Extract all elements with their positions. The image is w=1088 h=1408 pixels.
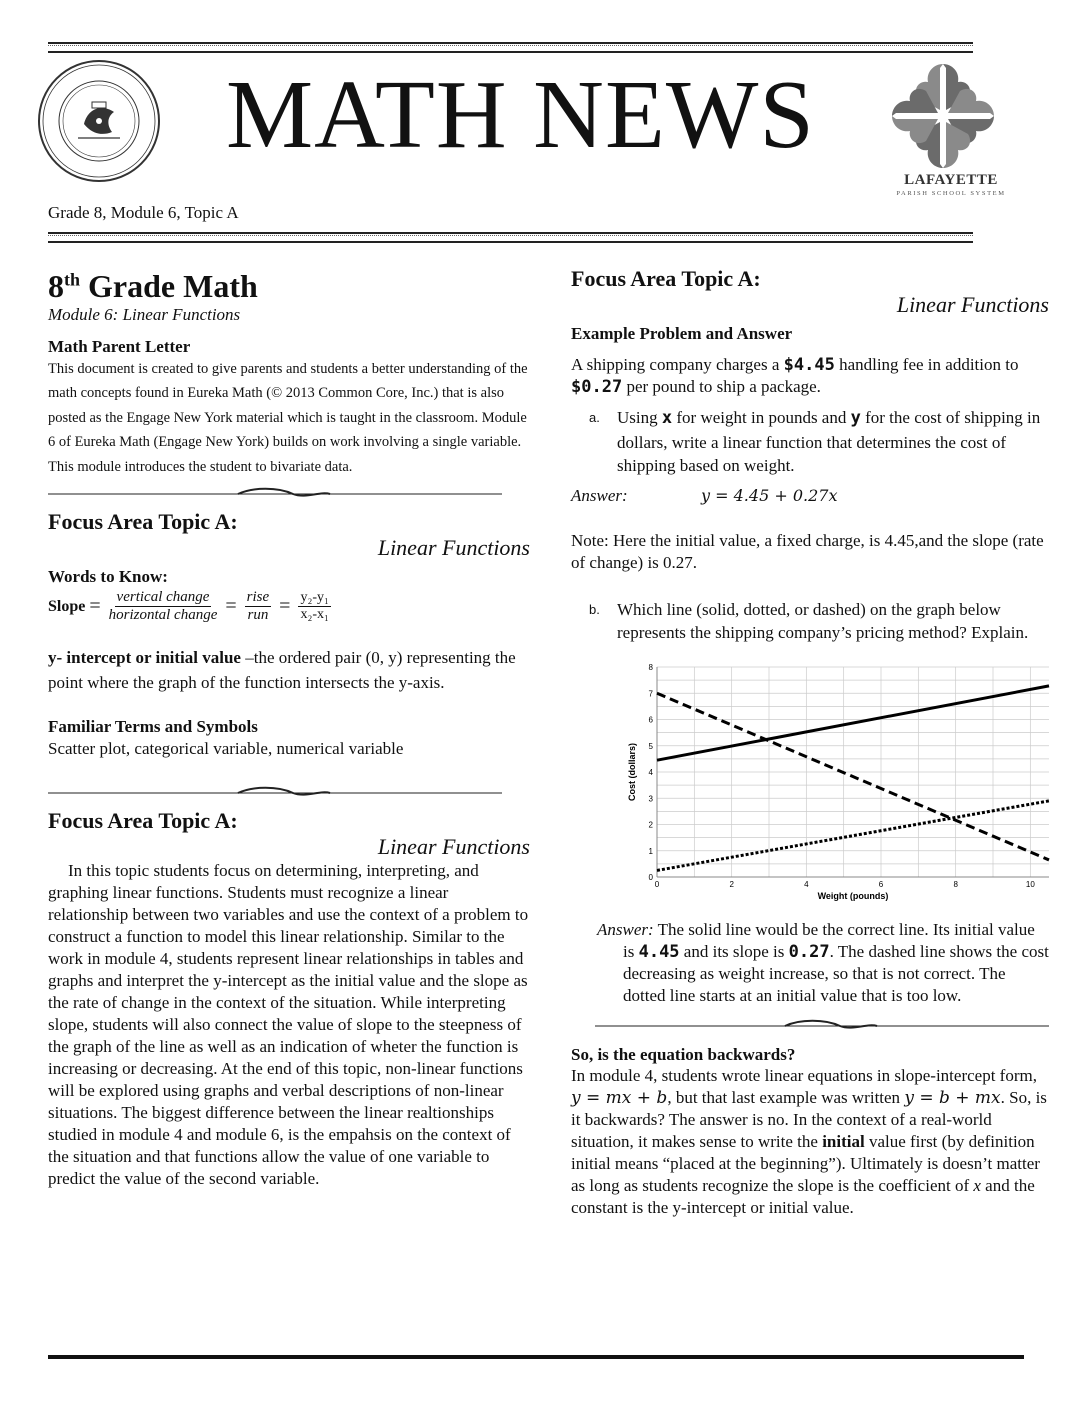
y-tick-label: 5	[648, 741, 653, 751]
example-problem: A shipping company charges a $4.45 handling fee in addition to $0.27 per pound to ship a package.	[571, 355, 1019, 397]
answer-b: Answer: The solid line would be the correct line. Its initial value is 4.45 and its slope is 0.27. The dashed line shows the cost decreasing as weight increase, so that is not correct. The dotted line starts at an initial value that is too low.	[597, 919, 1049, 1005]
y-tick-label: 1	[648, 846, 653, 856]
words-to-know-heading: Words to Know:	[48, 567, 168, 587]
logo-subtitle: PARISH SCHOOL SYSTEM	[896, 190, 1006, 197]
shipping-cost-chart	[615, 657, 1055, 913]
grade-module-topic: Grade 8, Module 6, Topic A	[48, 203, 239, 222]
module-name: Module 6: Linear Functions	[48, 304, 241, 324]
grade-heading: 8th Grade Math	[48, 268, 258, 304]
school-board-seal-icon	[36, 58, 162, 184]
backwards-heading: So, is the equation backwards?	[571, 1044, 796, 1064]
x-tick-label: 10	[1025, 879, 1035, 889]
note-text: Note: Here the initial value, a fixed charge, is 4.45,and the slope (rate of change) is 0.27.	[571, 530, 1044, 572]
logo-name: LAFAYETTE	[904, 172, 998, 188]
section-divider	[48, 784, 530, 802]
parent-letter-text: This document is created to give parents and students a better understanding of the math concepts found in Eureka Math (© 2013 Common Core, Inc.) that is also posted as the Engage New York material which is taught in the classroom. Module 6 of Eureka Math (Engage New York) builds on work involving a single variable. This module introduces the student to bivariate data.	[48, 360, 528, 475]
y-tick-label: 3	[648, 793, 653, 803]
bottom-rule	[48, 1355, 1024, 1359]
newsletter-title: MATH NEWS	[226, 61, 815, 169]
focus-area-subheading-1: Linear Functions	[377, 535, 530, 561]
y-intercept-definition: y- intercept or initial value –the ordered pair (0, y) representing the point where the graph of the function intersects the y-axis.	[48, 648, 516, 692]
lafayette-cross-logo-icon	[888, 60, 998, 172]
focus-area-heading-3: Focus Area Topic A:	[571, 266, 761, 291]
x-tick-label: 4	[804, 879, 809, 889]
slope-formula: Slope = $\frac{\text{vertical change}}{\text{horizontal change}}$ = $\frac{\text{rise}}{\text{run}}$ = $\frac{\text{y₂-y₁}}{\text{x₂-x₁}}$	[48, 589, 329, 624]
part-b: b. Which line (solid, dotted, or dashed) on the graph below represents the shipping company’s pricing method? Explain.	[589, 599, 1029, 642]
example-heading: Example Problem and Answer	[571, 324, 793, 343]
section-divider	[595, 1017, 1049, 1035]
y-tick-label: 4	[648, 767, 653, 777]
x-tick-label: 2	[729, 879, 734, 889]
focus-area-subheading-2: Linear Functions	[377, 833, 530, 859]
backwards-text: In module 4, students wrote linear equations in slope-intercept form, y = mx + b, but that last example was written y = b + mx. So, is it backwards? The answer is no. In the context of a real-world situation, it makes sense to write the initial value first (by definition initial means “placed at the beginning”). Ultimately is doesn’t matter as long as students recognize the slope is the coefficient of x and the constant is the y-intercept or initial value.	[571, 1065, 1047, 1217]
focus-area-heading-2: Focus Area Topic A:	[48, 807, 238, 833]
focus-area-subheading-3: Linear Functions	[896, 292, 1049, 317]
y-tick-label: 0	[648, 872, 653, 882]
dashed-series-line	[657, 693, 1049, 860]
section-divider	[48, 485, 530, 503]
x-tick-label: 8	[953, 879, 958, 889]
y-tick-label: 2	[648, 820, 653, 829]
answer-a: Answer: y = 4.45 + 0.27x	[571, 485, 838, 505]
left-column	[48, 268, 530, 1190]
x-axis-label: Weight (pounds)	[817, 890, 889, 901]
topic-description: In this topic students focus on determining, interpreting, and graphing linear functions. Students must recognize a linear relationship between two variables and use the context of a problem to construct a function to model this linear relationship. Similar to the work in module 4, students represent linear relationships in tables and graphs and interpret the y-intercept as the initial value and the slope as the rate of change in the context of the situation. While interpreting slope, students will also connect the value of slope to the steepness of the graph of the line as well as an indication of wheter the function is increasing or decreasing. At the end of this topic, non-linear functions will be explored using graphs and verbal descriptions of non-linear situations. The biggest difference between the linear realtionships studied in module 4 and module 6, is the empahsis on the context of the situation and that functions allow the value of one variable to predict the value of the second variable.	[48, 860, 529, 1188]
familiar-terms-text: Scatter plot, categorical variable, numerical variable	[48, 739, 404, 759]
y-tick-label: 7	[648, 688, 653, 698]
chart-svg	[615, 657, 1055, 913]
focus-area-heading-1: Focus Area Topic A:	[48, 509, 238, 535]
right-column	[571, 266, 1049, 1219]
x-tick-label: 6	[878, 879, 884, 889]
parent-letter-heading: Math Parent Letter	[48, 336, 191, 356]
header-double-rule	[48, 232, 973, 243]
y-tick-label: 6	[648, 715, 653, 724]
x-tick-label: 0	[654, 879, 660, 889]
y-tick-label: 8	[648, 662, 653, 672]
familiar-terms-heading: Familiar Terms and Symbols	[48, 717, 258, 737]
part-a: a. Using x for weight in pounds and y for the cost of shipping in dollars, write a linear function that determines the cost of shipping based on weight.	[589, 408, 1041, 475]
top-double-rule	[48, 42, 973, 53]
solid-series-line	[657, 685, 1049, 759]
y-axis-label: Cost (dollars)	[627, 742, 637, 801]
